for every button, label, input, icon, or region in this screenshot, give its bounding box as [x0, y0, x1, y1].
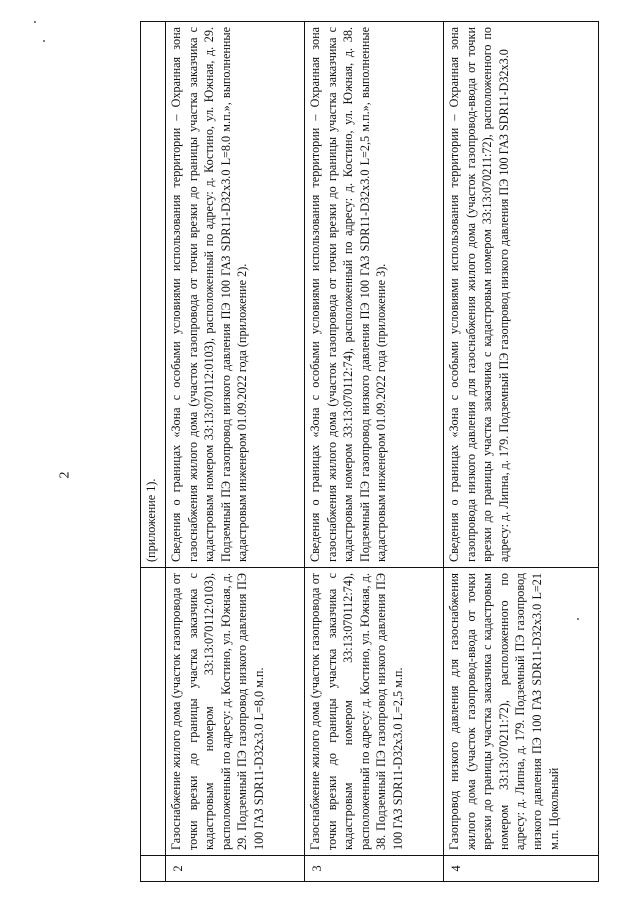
scan-speck — [34, 21, 36, 23]
rotated-sheet — [140, 22, 590, 882]
page-number: 2 — [57, 471, 73, 479]
zone-info-cell: (приложение 1). — [141, 22, 166, 568]
table-row — [444, 22, 599, 882]
object-description-cell: Газоснабжение жилого дома (участок газопровода от точки врезки до границы участка заказчика с кадастровым номером 33:13:070112:0103), расположенный по адресу: д. Костино, ул. Южная, д. 29. Подземный ПЭ газопровод низкого давления ПЭ 100 ГАЗ SDR11-D32x3.0 L=8,0 м.п. — [166, 568, 305, 856]
zone-info-cell: Сведения о границах «Зона с особыми условиями использования территории – Охранная зона газоснабжения жилого дома (участок газопровода от точки врезки до границы участка заказчика с кадастровым номером 33:13:070112:0103), расположенный по адресу: д. Костино, ул. Южная, д. 29. Подземный ПЭ газопровод низкого давления ПЭ 100 ГАЗ SDR11-D32x3.0 L=8.0 м.п.», выполненные кадастровым инженером 01.09.2022 года (приложение 2). — [166, 22, 305, 568]
zone-info-cell: Сведения о границах «Зона с особыми условиями использования территории – Охранная зона газопровода низкого давления для газоснабжения жилого дома (участок газопровод-ввода от точки врезки до границы участка заказчика с кадастровым номером 33:13:070211:72), расположенного по адресу: д. Липна, д. 179. Подземный ПЭ газопровод низкого давления ПЭ 100 ГАЗ SDR11-D32x3.0 — [444, 22, 599, 568]
scan-speck — [43, 40, 45, 42]
row-number-cell: 2 — [166, 856, 305, 882]
table-row-continuation — [141, 22, 166, 882]
row-number-cell: 3 — [305, 856, 444, 882]
table-row — [305, 22, 444, 882]
object-description-cell — [141, 568, 166, 856]
row-number-cell: 4 — [444, 856, 599, 882]
object-description-cell: Газоснабжение жилого дома (участок газопровода от точки врезки до границы участка заказчика с кадастровым номером 33:13:070112:74), расположенный по адресу: д. Костино, ул. Южная, д. 38. Подземный ПЭ газопровод низкого давления ПЭ 100 ГАЗ SDR11-D32x3.0 L=2,5 м.п. — [305, 568, 444, 856]
zone-info-cell: Сведения о границах «Зона с особыми условиями использования территории – Охранная зона газоснабжения жилого дома (участок газопровода от точки врезки до границы участка заказчика с кадастровым номером 33:13:070112:74), расположенный по адресу: д. Костино, ул. Южная, д. 38. Подземный ПЭ газопровод низкого давления ПЭ 100 ГАЗ SDR11-D32x3.0 L=2,5 м.п.», выполненные кадастровым инженером 01.09.2022 года (приложение 3). — [305, 22, 444, 568]
object-description-cell: Газопровод низкого давления для газоснабжения жилого дома (участок газопровод-ввода от точки врезки до границы участка заказчика с кадастровым номером 33:13:070211:72), расположенного по адресу: д. Липна, д. 179. Подземный ПЭ газопровод низкого давления ПЭ 100 ГАЗ SDR11-D32x3.0 L=21 м.п. Цокольный — [444, 568, 599, 856]
registry-table — [140, 21, 599, 882]
row-number-cell — [141, 856, 166, 882]
table-row — [166, 22, 305, 882]
